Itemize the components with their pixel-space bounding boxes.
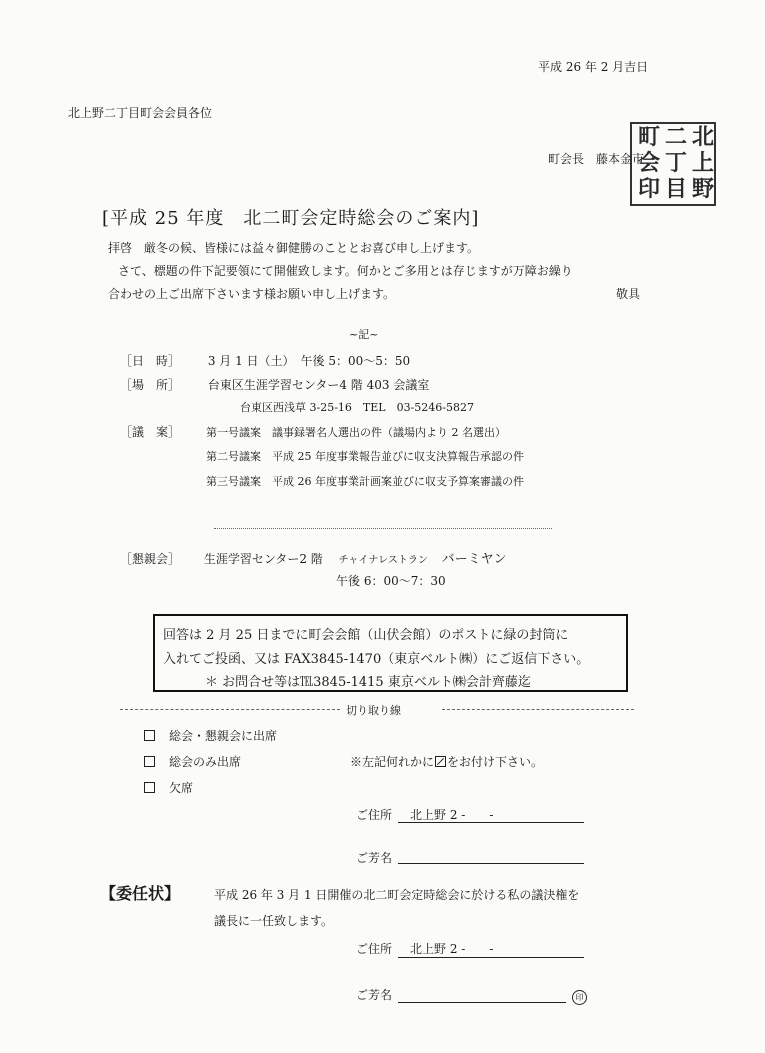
proxy-name-field[interactable]: [398, 1002, 566, 1003]
seal-char: 野: [692, 176, 715, 202]
proxy-address-label: ご住所: [356, 942, 393, 956]
party-restaurant: バーミヤン: [441, 552, 507, 567]
cut-line-label: 切り取り線: [346, 704, 401, 717]
agenda-label: ［議 案］: [120, 425, 181, 439]
notice-line-1: 回答は 2 月 25 日までに町会会館（山伏会館）のポストに緑の封筒に: [163, 628, 569, 643]
seal-char: 二: [665, 124, 688, 150]
proxy-line-2: 議長に一任致します。: [214, 914, 334, 928]
cut-line-right: [442, 709, 634, 710]
notice-box: [153, 614, 628, 692]
party-label: ［懇親会］: [120, 552, 181, 566]
notice-line-3: ＊ お問合せ等は℡3845-1415 東京ベルト㈱会計齊藤迄: [205, 675, 531, 690]
issue-date: 平成 26 年 2 月吉日: [538, 60, 649, 74]
party-row: [120, 548, 507, 567]
seal-char: 丁: [665, 150, 688, 176]
datetime-row: [120, 352, 410, 369]
place-label: ［場 所］: [120, 378, 181, 392]
chairman-seal: [630, 122, 716, 206]
datetime-value: 3 月 1 日（土） 午後 5：00〜5：50: [207, 354, 411, 368]
agenda-item-2: 第二号議案 平成 25 年度事業報告並びに収支決算報告承認の件: [206, 450, 524, 463]
proxy-title: 【委任状】: [100, 884, 181, 903]
checkmark-box-icon: [435, 756, 446, 767]
sender: 町会長 藤本金市: [548, 152, 645, 166]
separator-dotted: [214, 528, 552, 529]
agenda-item-1: 第一号議案 議事録署名人選出の件（議場内より 2 名選出）: [206, 426, 506, 439]
seal-char: 会: [638, 150, 661, 176]
intro-line-3: 合わせの上ご出席下さいます様お願い申し上げます。: [108, 287, 396, 301]
reply-address-label: ご住所: [356, 808, 393, 822]
seal-char: 町: [638, 124, 661, 150]
seal-char: 印: [638, 176, 661, 202]
option-label: 総会・懇親会に出席: [169, 729, 278, 743]
option-label: 欠席: [169, 781, 194, 795]
option-row[interactable]: [144, 753, 241, 770]
reply-name-field[interactable]: [398, 863, 584, 864]
seal-mark-icon: 印: [572, 985, 587, 1005]
checkbox[interactable]: [144, 730, 155, 741]
document-title: [平成 25 年度 北二町会定時総会のご案内]: [102, 208, 480, 229]
party-venue: 生涯学習センター2 階: [203, 552, 323, 566]
option-label: 総会のみ出席: [169, 755, 242, 769]
notice-line-2: 入れてご投函、又は FAX3845-1470（東京ベルト㈱）にご返信下さい。: [163, 652, 590, 667]
proxy-name-label: ご芳名: [356, 988, 393, 1002]
proxy-address-underline: [398, 957, 584, 958]
reply-instruction: ※左記何れかに をお付け下さい。: [350, 755, 544, 769]
reply-address-underline: [398, 822, 584, 823]
recipient: 北上野二丁目町会会員各位: [68, 106, 213, 120]
place-value: 台東区生涯学習センター4 階 403 会議室: [207, 378, 430, 392]
agenda-item-3: 第三号議案 平成 26 年度事業計画案並びに収支予算案審議の件: [206, 475, 524, 488]
proxy-line-1: 平成 26 年 3 月 1 日開催の北二町会定時総会に於ける私の議決権を: [214, 888, 580, 902]
closing-keigu: 敬具: [616, 287, 641, 301]
checkbox[interactable]: [144, 782, 155, 793]
seal-char: 北: [692, 124, 715, 150]
checkbox[interactable]: [144, 756, 155, 767]
party-restaurant-small: チャイナレストラン: [338, 555, 428, 566]
intro-line-2: さて、標題の件下記要領にて開催致します。何かとご多用とは存じますが万障お繰り: [118, 264, 573, 278]
option-row[interactable]: [144, 779, 193, 796]
place-address: 台東区西浅草 3-25-16 TEL 03-5246-5827: [240, 401, 475, 414]
place-row: [120, 376, 429, 393]
datetime-label: ［日 時］: [120, 354, 181, 368]
reply-address-value[interactable]: 北上野 2 - -: [410, 808, 494, 822]
reply-name-label: ご芳名: [356, 851, 393, 865]
option-row[interactable]: [144, 727, 277, 744]
cut-line-left: [120, 709, 340, 710]
seal-char: 目: [665, 176, 688, 202]
intro-line-1: 拝啓 厳冬の候、皆様には益々御健勝のこととお喜び申し上げます。: [108, 241, 480, 255]
party-time: 午後 6：00〜7：30: [336, 574, 446, 588]
seal-char: 上: [692, 150, 715, 176]
ki-heading: ~記~: [349, 328, 379, 341]
proxy-address-value[interactable]: 北上野 2 - -: [410, 942, 494, 956]
